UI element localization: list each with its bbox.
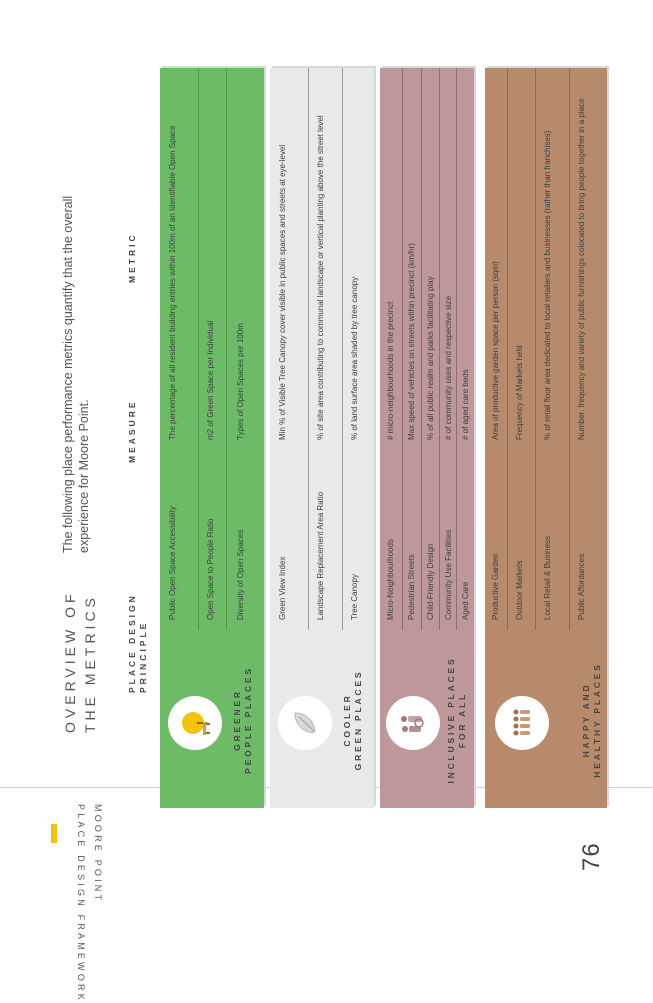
measure-cell: Local Retail & Business — [543, 535, 552, 620]
principle-group-cooler — [270, 68, 374, 808]
column-header-principle-line2: PRINCIPLE — [138, 620, 148, 693]
measure-cell: Tree Canopy — [350, 574, 359, 620]
column-header-measure: MEASURE — [127, 399, 137, 463]
page-number: 76 — [578, 842, 605, 871]
metric-cell: # of aged care beds — [461, 369, 470, 440]
measure-cell: Micro-Neighbourhoods — [386, 539, 395, 620]
principle-name-line1: GREENER — [232, 689, 242, 751]
metric-rows — [270, 68, 374, 630]
row-divider — [439, 68, 440, 630]
page-title-line2: THE METRICS — [82, 594, 98, 733]
principle-block — [380, 630, 474, 808]
measure-cell: Child-Friendly Design — [426, 543, 435, 620]
row-divider — [342, 68, 343, 630]
brand-accent-bar — [51, 824, 57, 843]
principle-block — [485, 630, 607, 808]
measure-cell: Landscape Replacement Area Ratio — [316, 491, 325, 620]
principle-name — [446, 636, 468, 804]
row-divider — [226, 68, 227, 630]
brand-name: MOORE POINT — [93, 804, 103, 904]
principle-name-line1: COOLER — [342, 693, 352, 747]
principle-group-greener — [160, 68, 264, 808]
principle-name-line2: PEOPLE PLACES — [243, 666, 253, 774]
principle-name — [581, 636, 603, 804]
metric-cell: % of land surface area shaded by tree canopy — [350, 276, 359, 440]
principle-group-happy — [485, 68, 607, 808]
metric-cell: # micro-neighbourhoods in the precinct — [386, 301, 395, 440]
column-header-principle — [127, 573, 149, 693]
measure-cell: Diversity of Open Spaces — [236, 529, 245, 620]
principle-name — [232, 636, 254, 804]
metric-cell: Number, frequency and variety of public furnishings colocated to bring people together in a place — [577, 98, 586, 440]
measure-cell: Green View Index — [278, 556, 287, 620]
row-divider — [421, 68, 422, 630]
metric-cell: Types of Open Spaces per 100m — [236, 323, 245, 440]
row-divider — [507, 68, 508, 630]
metric-rows — [485, 68, 607, 630]
document-name: PLACE DESIGN FRAMEWORK — [76, 804, 86, 1003]
intro-paragraph: The following place performance metrics quantify that the overall experience for Moore Point. — [61, 195, 91, 553]
principle-name-line2: FOR ALL — [457, 691, 467, 749]
measure-cell: Open Space to People Ratio — [206, 518, 215, 620]
principle-name-line2: GREEN PLACES — [353, 669, 363, 771]
page-title — [60, 573, 100, 733]
principle-name-line1: INCLUSIVE PLACES — [446, 656, 456, 784]
measure-cell: Pedestrian Streets — [407, 554, 416, 620]
row-divider — [569, 68, 570, 630]
metric-cell: Area of productive garden space per person (sqm) — [491, 261, 500, 440]
row-divider — [535, 68, 536, 630]
principle-block — [270, 630, 374, 808]
principle-group-inclusive — [380, 68, 474, 808]
principle-name — [342, 636, 364, 804]
tree-bench-icon — [168, 696, 222, 750]
leaf-icon — [278, 696, 332, 750]
column-header-metric: METRIC — [127, 232, 137, 283]
principle-name-line1: HAPPY AND — [581, 682, 591, 758]
row-divider — [402, 68, 403, 630]
row-divider — [198, 68, 199, 630]
measure-cell: Public Affordances — [577, 553, 586, 620]
measure-cell: Aged Care — [461, 581, 470, 620]
metric-cell: % of all public realm and parks facilitating play — [426, 276, 435, 440]
metric-rows — [380, 68, 474, 630]
metric-cell: % of site area contributing to communal landscape or vertical planting above the street level — [316, 115, 325, 440]
metric-cell: The percentage of all resident building entries within 100m of an Identifiable Open Space — [168, 125, 177, 440]
measure-cell: Public Open Space Accessibility — [168, 506, 177, 620]
principle-block — [160, 630, 264, 808]
metric-rows — [160, 68, 264, 630]
group-icon — [495, 696, 549, 750]
people-icon — [386, 696, 440, 750]
metric-cell: Frequency of Markets held — [515, 345, 524, 440]
principle-name-line2: HEALTHY PLACES — [592, 662, 602, 778]
measure-cell: Outdoor Markets — [515, 560, 524, 620]
page-title-line1: OVERVIEW OF — [62, 590, 78, 733]
measure-cell: Productive Garden — [491, 553, 500, 620]
row-divider — [308, 68, 309, 630]
metric-cell: Max speed of vehicles on streets within precinct (km/hr) — [407, 243, 416, 440]
metric-cell: # of community uses and respective size — [444, 295, 453, 440]
column-header-principle-line1: PLACE DESIGN — [127, 593, 137, 693]
metric-cell: % of retail floor area dedicated to local retailers and businesses (rather than franchises) — [543, 130, 552, 440]
measure-cell: Community Use Facilities — [444, 529, 453, 620]
metric-cell: Min % of Visible Tree Canopy cover visible in public spaces and streets at eye-level — [278, 144, 287, 440]
row-divider — [456, 68, 457, 630]
metric-cell: m2 of Green Space per Individual — [206, 320, 215, 440]
